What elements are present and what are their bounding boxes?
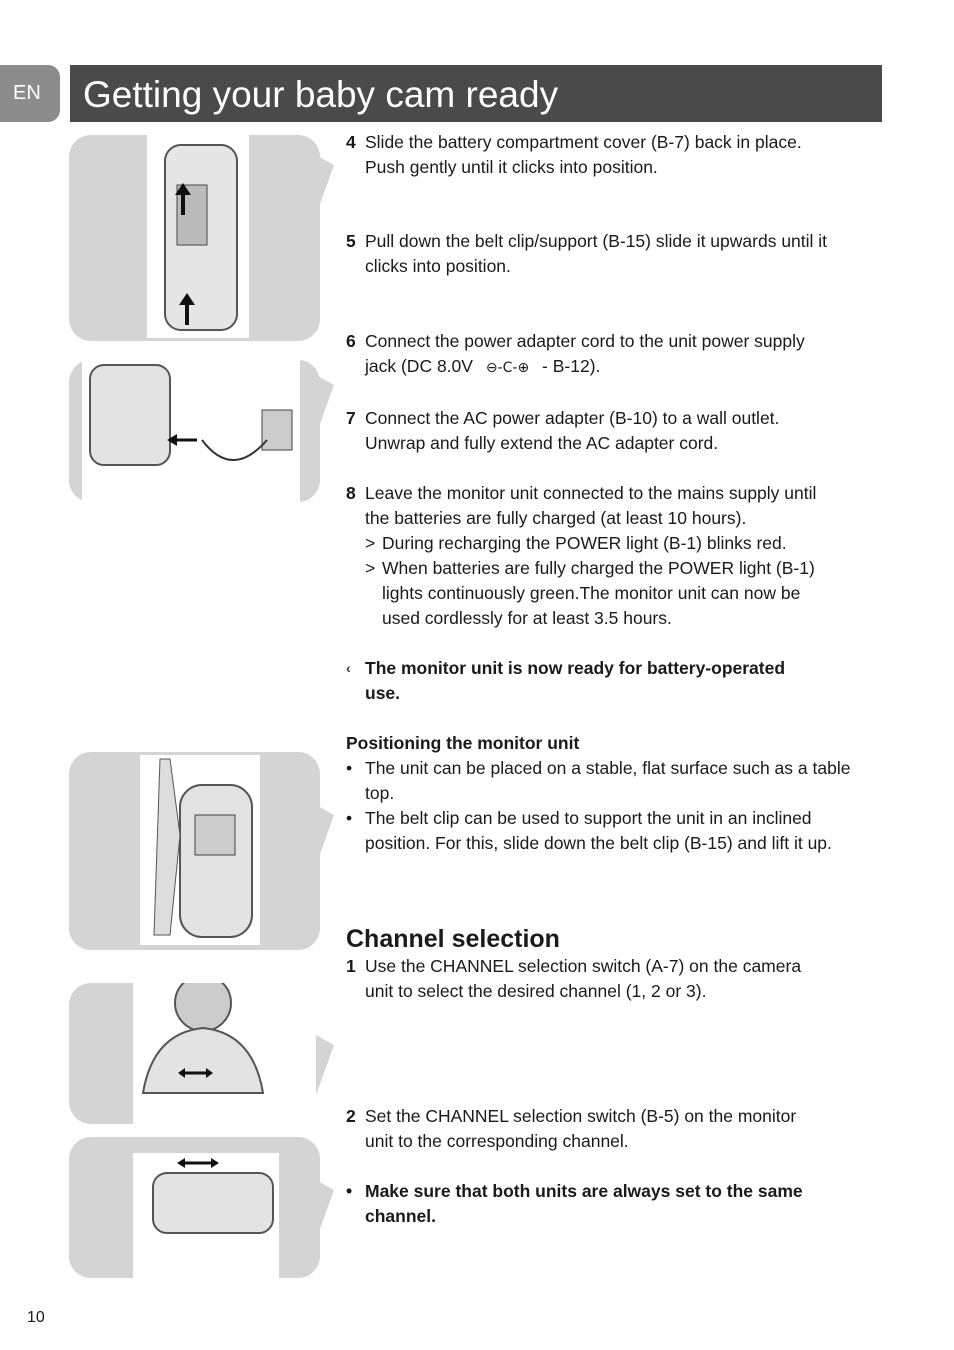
step-text: jack (DC 8.0V <box>365 356 473 376</box>
note-line: The monitor unit is now ready for battery-operated <box>365 658 786 678</box>
step-number: 8 <box>346 483 356 503</box>
sub-item <box>365 556 886 631</box>
step-line: Connect the AC power adapter (B-10) to a wall outlet. <box>365 408 780 428</box>
step-5 <box>346 229 886 279</box>
step-line: Connect the power adapter cord to the unit power supply <box>365 331 805 351</box>
language-tab: EN <box>0 65 60 122</box>
step-8 <box>346 481 886 631</box>
panel-pointer <box>316 1180 334 1240</box>
step-line <box>365 354 886 381</box>
sub-line: used cordlessly for at least 3.5 hours. <box>382 608 672 628</box>
step-number: 1 <box>346 956 356 976</box>
sub-line: During recharging the POWER light (B-1) blinks red. <box>382 533 787 553</box>
adapter-plug-illustration <box>82 360 300 502</box>
step-line: Slide the battery compartment cover (B-7) back in place. <box>365 132 802 152</box>
step-line: clicks into position. <box>365 256 511 276</box>
step-number: 5 <box>346 231 356 251</box>
bullet-item <box>346 806 886 856</box>
sub-line: When batteries are fully charged the POWER light (B-1) <box>382 558 815 578</box>
channel-heading: Channel selection <box>346 925 560 953</box>
warning-line: channel. <box>365 1206 436 1226</box>
bullet-line: The belt clip can be used to support the unit in an inclined <box>365 808 812 828</box>
step-text: - B-12). <box>542 356 601 376</box>
step-line: Use the CHANNEL selection switch (A-7) on the camera <box>365 956 802 976</box>
step-line: unit to the corresponding channel. <box>365 1131 629 1151</box>
step-number: 7 <box>346 408 356 428</box>
illustration-battery-cover <box>69 135 320 341</box>
step-number: 6 <box>346 331 356 351</box>
arrow-marker: > <box>365 533 376 553</box>
panel-pointer <box>316 1035 334 1095</box>
channel-step-2 <box>346 1104 886 1154</box>
ready-note <box>346 656 886 706</box>
step-line: Unwrap and fully extend the AC adapter cord. <box>365 433 719 453</box>
polarity-symbol-icon: ⊖-C-⊕ <box>485 360 530 376</box>
instruction-content <box>346 130 886 1229</box>
step-4 <box>346 130 886 180</box>
channel-warning <box>346 1179 886 1229</box>
step-line: unit to select the desired channel (1, 2 or 3). <box>365 981 707 1001</box>
page-title: Getting your baby cam ready <box>83 74 559 115</box>
panel-pointer <box>316 155 334 215</box>
bullet-marker: • <box>346 808 353 828</box>
channel-step-1 <box>346 954 886 1004</box>
panel-pointer <box>316 805 334 865</box>
title-bar <box>70 65 882 122</box>
step-number: 4 <box>346 132 356 152</box>
bullet-marker: • <box>346 758 353 778</box>
positioning-heading: Positioning the monitor unit <box>346 733 580 753</box>
step-7 <box>346 406 886 456</box>
step-line: Leave the monitor unit connected to the mains supply until <box>365 483 817 503</box>
step-line: Pull down the belt clip/support (B-15) slide it upwards until it <box>365 231 828 251</box>
step-line: the batteries are fully charged (at least 10 hours). <box>365 508 747 528</box>
illustration-camera-channel <box>69 983 320 1124</box>
pointer-icon: ‹ <box>346 660 351 676</box>
monitor-back-illustration <box>147 135 249 338</box>
step-number: 2 <box>346 1106 356 1126</box>
camera-switch-illustration <box>133 983 320 1124</box>
sub-item <box>365 531 886 556</box>
note-line: use. <box>365 683 401 703</box>
monitor-switch-illustration <box>133 1153 279 1278</box>
warning-line: Make sure that both units are always set to the same <box>365 1181 803 1201</box>
step-6 <box>346 329 886 381</box>
page-number: 10 <box>27 1309 45 1326</box>
bullet-line: position. For this, slide down the belt clip (B-15) and lift it up. <box>365 833 832 853</box>
bullet-line: top. <box>365 783 395 803</box>
bullet-marker: • <box>346 1181 353 1201</box>
step-line: Set the CHANNEL selection switch (B-5) on the monitor <box>365 1106 797 1126</box>
arrow-marker: > <box>365 558 376 578</box>
step-line: Push gently until it clicks into position. <box>365 157 658 177</box>
bullet-item <box>346 756 886 806</box>
panel-pointer <box>316 375 334 435</box>
illustration-power-adapter <box>69 360 320 502</box>
bullet-line: The unit can be placed on a stable, flat surface such as a table <box>365 758 851 778</box>
sub-line: lights continuously green.The monitor unit can now be <box>382 583 801 603</box>
monitor-standing-illustration <box>140 755 260 945</box>
illustration-positioning <box>69 752 320 950</box>
illustration-monitor-channel <box>69 1137 320 1278</box>
